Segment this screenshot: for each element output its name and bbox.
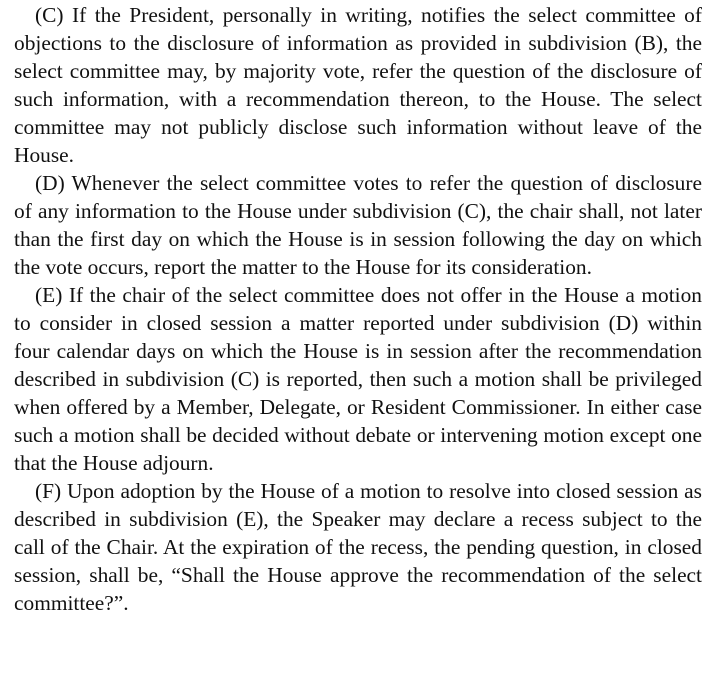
paragraph-f: (F) Upon adoption by the House of a motion to resolve into closed session as described in subdivision (E), the Speaker may declare a recess subject to the call of the Chair. At the expiration of the recess, the pending question, in closed session, shall be, “Shall the House approve the recommendation of the select committee?”. [14,479,702,615]
paragraph-e: (E) If the chair of the select committee does not offer in the House a motion to consider in closed session a matter reported under subdivision (D) within four calendar days on which the House is in session after the recommendation described in subdivision (C) is reported, then such a motion shall be privileged when offered by a Member, Delegate, or Resident Commissioner. In either case such a motion shall be decided without debate or intervening motion except one that the House adjourn. [14,283,702,475]
paragraph-c: (C) If the President, personally in writing, notifies the select committee of objections to the disclosure of information as provided in subdivision (B), the select committee may, by majority vote, refer the question of the disclosure of such information, with a recommendation thereon, to the House. The select committee may not publicly disclose such information without leave of the House. [14,3,702,167]
paragraph-d: (D) Whenever the select committee votes to refer the question of disclosure of any information to the House under subdivision (C), the chair shall, not later than the first day on which the House is in session following the day on which the vote occurs, report the matter to the House for its consideration. [14,171,702,279]
